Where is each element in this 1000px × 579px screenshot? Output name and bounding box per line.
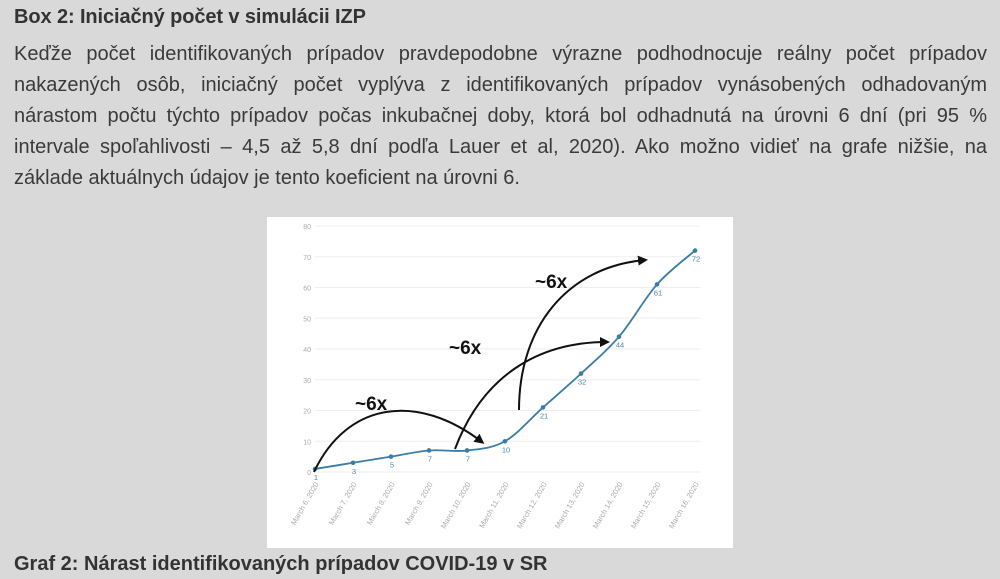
y-tick-label: 30 <box>303 377 311 385</box>
data-label: 1 <box>313 472 319 482</box>
data-label: 32 <box>577 377 587 387</box>
body-line: Keďže počet identifikovaných prípadov pravdepodobne výrazne podhodnocuje reálny počet prípadov <box>14 43 987 65</box>
data-label: 72 <box>691 254 701 264</box>
figure-caption: Graf 2: Nárast identifikovaných prípadov COVID-19 v SR <box>14 553 548 575</box>
series-line <box>313 248 700 482</box>
data-point <box>389 454 394 459</box>
line-chart <box>267 217 733 548</box>
y-tick-label: 0 <box>307 470 311 477</box>
annotation-label-3: ~6x <box>535 272 568 293</box>
annotation-label-1: ~6x <box>355 394 388 415</box>
x-tick-label: March 14, 2020 <box>590 480 625 531</box>
y-tick-label: 80 <box>303 224 311 231</box>
data-label: 44 <box>615 340 625 350</box>
data-label: 61 <box>653 288 663 298</box>
chart-figure <box>267 217 733 548</box>
y-tick-label: 20 <box>303 408 311 416</box>
chart-gridlines <box>315 226 700 472</box>
x-tick-label: March 12, 2020 <box>514 480 549 531</box>
box-body-paragraph <box>14 39 987 194</box>
data-label: 5 <box>389 460 395 470</box>
data-label: 7 <box>427 454 433 464</box>
data-point <box>617 334 622 339</box>
box-title: Box 2: Iniciačný počet v simulácii IZP <box>14 6 366 28</box>
data-label: 3 <box>351 466 357 476</box>
data-point <box>503 439 508 444</box>
data-label: 7 <box>465 454 471 464</box>
x-tick-label: March 15, 2020 <box>628 480 663 531</box>
body-line: základe aktuálnych údajov je tento koeficient na úrovni 6. <box>14 167 520 189</box>
x-axis-ticks <box>289 481 701 531</box>
y-tick-label: 40 <box>303 347 311 354</box>
x-tick-label: March 9, 2020 <box>402 480 435 527</box>
growth-annotations <box>314 260 645 472</box>
body-line: nakazených osôb, iniciačný počet vyplýva z identifikovaných prípadov vynásobených odhadovaným <box>14 74 987 96</box>
x-tick-label: March 8, 2020 <box>364 480 397 527</box>
data-point <box>693 248 698 253</box>
data-label: 10 <box>501 445 511 455</box>
data-point <box>541 405 546 410</box>
data-point <box>427 448 432 453</box>
data-label: 21 <box>539 411 549 421</box>
data-point <box>579 371 584 376</box>
x-tick-label: March 6, 2020 <box>288 480 321 527</box>
y-tick-label: 60 <box>303 285 311 293</box>
body-line: nárastom počtu týchto prípadov počas inkubačnej doby, ktorá bol odhadnutá na úrovni 6 dní (pri 95 % <box>14 105 987 127</box>
y-tick-label: 10 <box>303 439 311 447</box>
series-path <box>315 251 695 469</box>
x-tick-label: March 10, 2020 <box>438 480 473 531</box>
body-line: intervale spoľahlivosti – 4,5 až 5,8 dní podľa Lauer et al, 2020). Ako možno vidieť na grafe nižšie, na <box>14 136 987 158</box>
x-tick-label: March 16, 2020 <box>666 480 701 531</box>
x-tick-label: March 11, 2020 <box>477 480 511 530</box>
annotation-label-2: ~6x <box>449 338 482 359</box>
data-point <box>351 460 356 465</box>
y-tick-label: 70 <box>303 254 311 262</box>
x-tick-label: March 7, 2020 <box>326 480 359 527</box>
y-axis-ticks <box>303 224 311 477</box>
data-point <box>655 282 660 287</box>
x-tick-label: March 13, 2020 <box>552 480 587 531</box>
y-tick-label: 50 <box>303 316 311 324</box>
data-point <box>465 448 470 453</box>
